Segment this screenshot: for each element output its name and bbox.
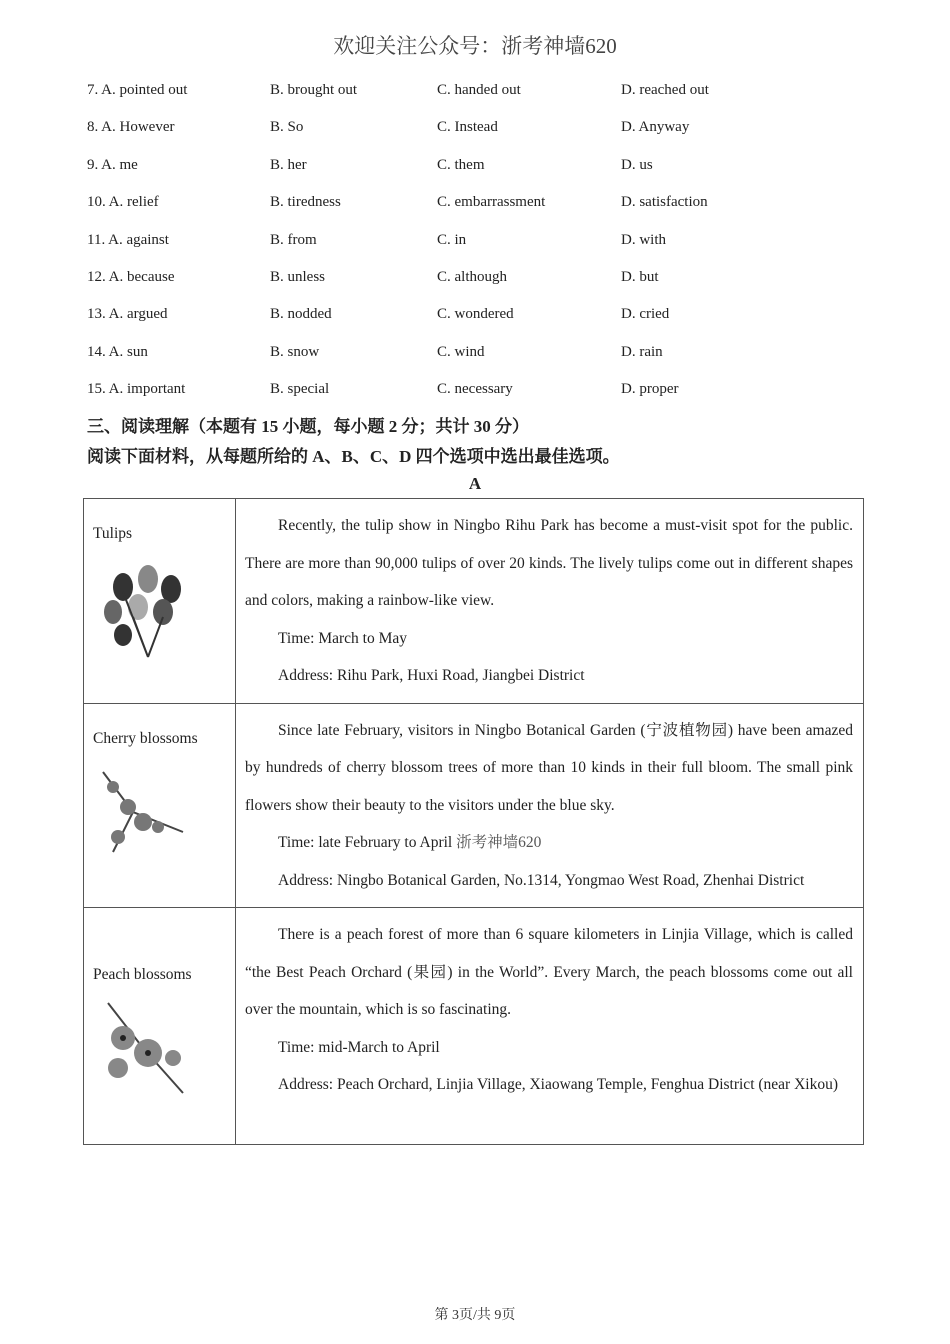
question-row [87, 344, 887, 364]
option: 9. A. me [87, 156, 138, 173]
watermark: 浙考神墙620 [456, 834, 542, 851]
option: B. tiredness [270, 194, 341, 211]
option: 7. A. pointed out [87, 82, 188, 98]
question-row [87, 119, 887, 139]
attraction-name-cell [84, 908, 236, 1145]
time: Time: late February to April [278, 834, 453, 851]
address: Address: Peach Orchard, Linjia Village, Xiaowang Temple, Fenghua District (near Xikou) [278, 1076, 838, 1093]
option: D. proper [621, 381, 679, 398]
option: D. satisfaction [621, 194, 708, 211]
attraction-name-cell [84, 703, 236, 908]
option: B. unless [270, 269, 326, 285]
attraction-name-cell [84, 499, 236, 704]
option: D. with [621, 231, 666, 248]
option: C. necessary [437, 381, 513, 398]
option: C. wind [437, 343, 485, 360]
option: B. So [270, 119, 304, 136]
option: B. nodded [270, 306, 332, 323]
section-title: 三、阅读理解（本题有 15 小题，每小题 2 分；共计 30 分） [87, 417, 529, 436]
option: D. but [621, 269, 659, 285]
attraction-name: Cherry blossoms [93, 729, 198, 747]
option: C. them [437, 156, 485, 173]
option: D. cried [621, 306, 670, 323]
attraction-row [84, 499, 864, 704]
address: Address: Ningbo Botanical Garden, No.1314, Yongmao West Road, Zhenhai District [278, 871, 805, 889]
description: Recently, the tulip show in Ningbo Rihu Park has become a must-visit spot for the public. There are more than 90,000 tulips of over 20 kinds. The lively tulips come out in different shapes and colors, making a rainbow-like view. [245, 517, 853, 609]
option: C. in [437, 231, 467, 248]
option: D. us [621, 156, 653, 173]
watermark-header: 欢迎关注公众号：浙考神墙620 [333, 34, 617, 58]
question-row [87, 82, 887, 102]
attractions-table [83, 498, 864, 1145]
option: B. her [270, 156, 307, 173]
option: C. handed out [437, 82, 521, 98]
option: C. wondered [437, 306, 514, 323]
attraction-row [84, 703, 864, 908]
flower-image [93, 998, 235, 1103]
attraction-name: Tulips [93, 525, 133, 542]
flower-image [93, 762, 235, 867]
page-footer: 第 3页/共 9页 [434, 1308, 516, 1323]
question-row [87, 194, 887, 214]
attraction-row [84, 908, 864, 1145]
option: 14. A. sun [87, 343, 148, 360]
option: B. brought out [270, 82, 358, 98]
option: 15. A. important [87, 381, 186, 398]
time: Time: mid-March to April [278, 1038, 440, 1056]
question-row [87, 306, 887, 326]
address: Address: Rihu Park, Huxi Road, Jiangbei District [278, 667, 585, 684]
question-row [87, 269, 887, 289]
option: B. snow [270, 343, 320, 360]
question-row [87, 157, 887, 177]
time: Time: March to May [278, 629, 408, 647]
option: 10. A. relief [87, 194, 159, 211]
option: C. although [437, 269, 507, 285]
option: D. reached out [621, 82, 709, 98]
description: Since late February, visitors in Ningbo Botanical Garden (宁波植物园) have been amazed by hundreds of cherry blossom trees of more than 10 kinds in their full bloom. The small pink flowers show their beauty to the visitors under the blue sky. [245, 721, 853, 814]
attraction-detail-cell [236, 499, 864, 704]
attraction-name: Peach blossoms [93, 966, 192, 983]
option: B. special [270, 381, 330, 398]
description: There is a peach forest of more than 6 square kilometers in Linjia Village, which is called “the Best Peach Orchard (果园) in the World”. Every March, the peach blossoms come out all over the mountain, which is so fascinating. [245, 926, 853, 1018]
option: 8. A. However [87, 119, 175, 136]
option: D. rain [621, 343, 663, 360]
question-row [87, 381, 887, 401]
attraction-detail-cell [236, 703, 864, 908]
attraction-detail-cell [236, 908, 864, 1145]
option: B. from [270, 231, 317, 248]
option: C. Instead [437, 119, 498, 136]
option: 12. A. because [87, 269, 175, 285]
question-row [87, 232, 887, 252]
option: 13. A. argued [87, 306, 168, 323]
option: C. embarrassment [437, 194, 546, 211]
flower-image [93, 557, 235, 672]
passage-label: A [468, 474, 482, 493]
option: D. Anyway [621, 119, 690, 136]
section-instruction: 阅读下面材料，从每题所给的 A、B、C、D 四个选项中选出最佳选项。 [87, 447, 620, 466]
option: 11. A. against [87, 231, 169, 248]
